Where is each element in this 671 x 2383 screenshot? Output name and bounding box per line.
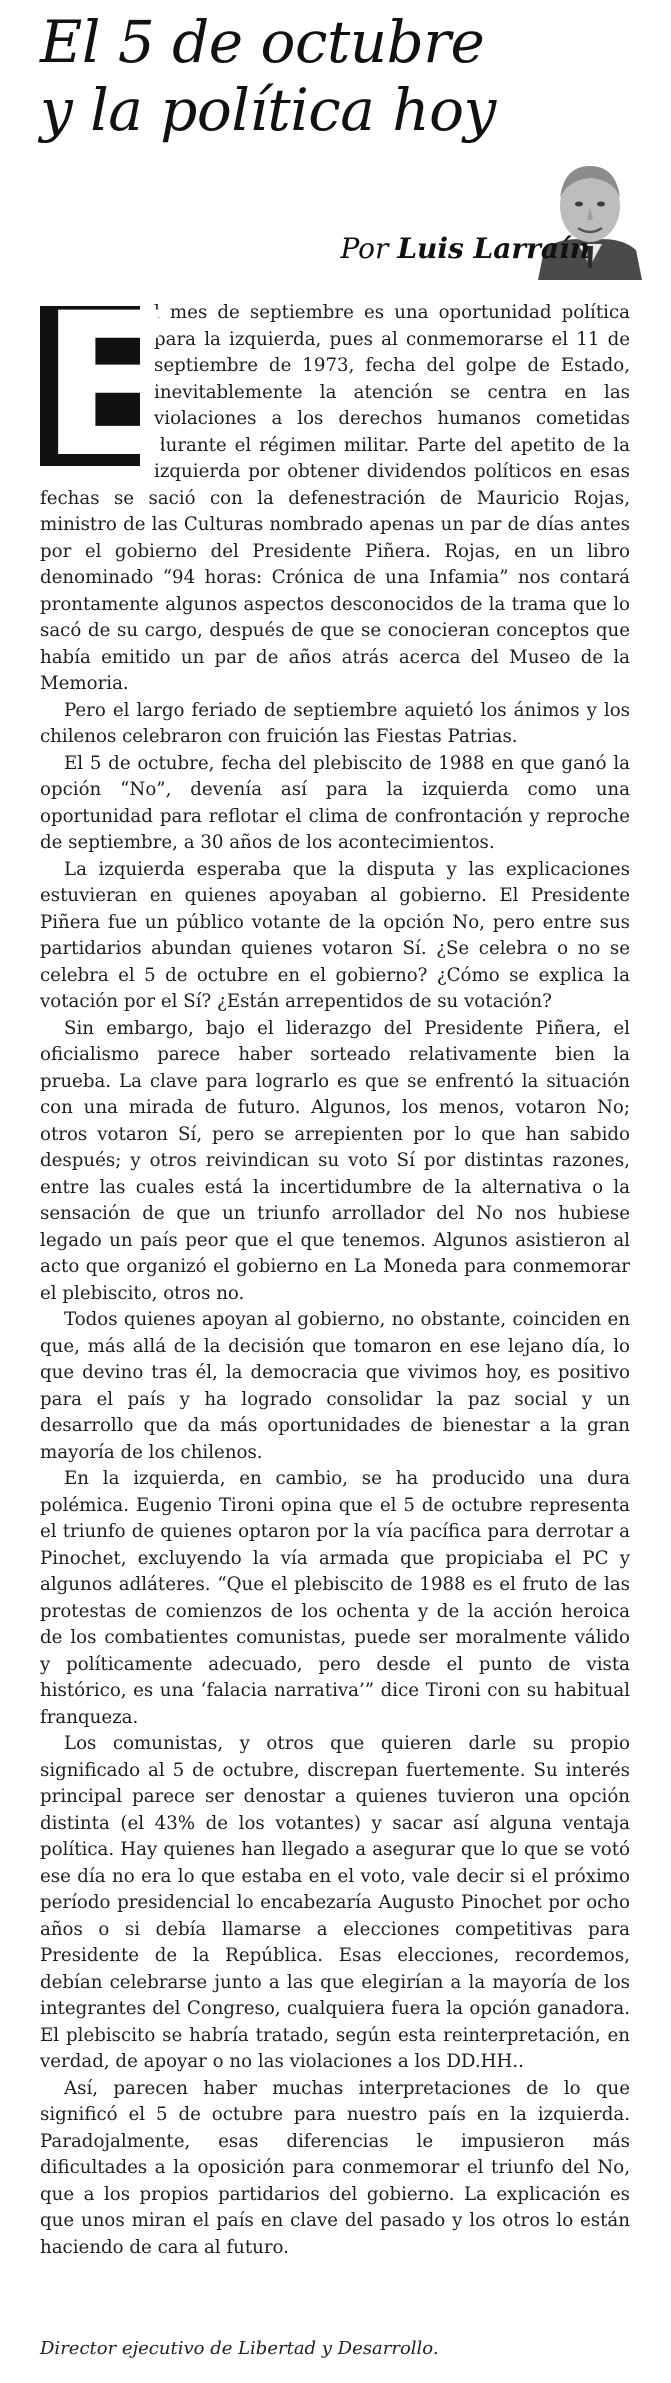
paragraph-9: Así, parecen haber muchas interpretaciones de lo que significó el 5 de octubre para nuestro país en la izquierda. Paradojalmente, esas diferencias le impusieron más dificultades a la oposición para conmemorar el triunfo del No, que a los propios partidarios del gobierno. La explicación es que unos miran el país en clave del pasado y los otros lo están haciendo de cara al futuro. — [40, 2077, 630, 2258]
paragraph-2: Pero el largo feriado de septiembre aquietó los ánimos y los chilenos celebraron con fruición las Fiestas Patrias. — [40, 699, 630, 747]
headline-line-2: y la política hoy — [40, 76, 496, 144]
paragraph-8: Los comunistas, y otros que quieren darle su propio significado al 5 de octubre, discrepan fuertemente. Su interés principal parece ser denostar a quienes tuvieron una opción distinta (el 43% de los votantes) y sacar así alguna ventaja política. Hay quienes han llegado a asegurar que lo que se votó ese día no era lo que estaba en el voto, vale decir si el próximo período presidencial lo encabezaría Augusto Pinochet por ocho años o si debía llamarse a elecciones competitivas para Presidente de la República. Esas elecciones, recordemos, debían celebrarse junto a las que elegirían a la mayoría de los integrantes del Congreso, cualquiera fuera la opción ganadora. El plebiscito se habría tratado, según esta reinterpretación, en verdad, de apoyar o no las violaciones a los DD.HH.. — [40, 1733, 630, 2072]
headline-line-1: El 5 de octubre — [40, 8, 485, 76]
headline — [40, 8, 640, 144]
author-name: Luis Larraín — [397, 232, 590, 265]
paragraph-4: La izquierda esperaba que la disputa y las explicaciones estuvieran en quienes apoyaban al gobierno. El Presidente Piñera fue un público votante de la opción No, pero entre sus partidarios abundan quienes votaron Sí. ¿Se celebra o no se celebra el 5 de octubre en el gobierno? ¿Cómo se explica la votación por el Sí? ¿Están arrepentidos de su votación? — [40, 858, 630, 1012]
paragraph-1 — [40, 270, 630, 698]
paragraph-6: Todos quienes apoyan al gobierno, no obstante, coinciden en que, más allá de la decisión que tomaron en ese lejano día, lo que devino tras él, la democracia que vivimos hoy, es positivo para el país y ha logrado consolidar la paz social y un desarrollo que da más oportunidades de bienestar a la gran mayoría de los chilenos. — [40, 1309, 630, 1463]
paragraph-7: En la izquierda, en cambio, se ha producido una dura polémica. Eugenio Tironi opina que el 5 de octubre representa el triunfo de quienes optaron por la vía pacífica para derrotar a Pinochet, excluyendo la vía armada que propiciaba el PC y algunos adláteres. “Que el plebiscito de 1988 es el fruto de las protestas de comienzos de los ochenta y de la acción heroica de los combatientes comunistas, puede ser moralmente válido y políticamente adecuado, pero desde el punto de vista histórico, es una ‘falacia narrativa’” dice Tironi con su habitual franqueza. — [40, 1468, 630, 1728]
author-signoff: Director ejecutivo de Libertad y Desarrollo. — [40, 2338, 439, 2359]
paragraph-5: Sin embargo, bajo el liderazgo del Presidente Piñera, el oficialismo parece haber sorteado relativamente bien la prueba. La clave para lograrlo es que se enfrentó la situación con una mirada de futuro. Algunos, los menos, votaron No; otros votaron Sí, pero se arrepienten por lo que han sabido después; y otros reivindican su voto Sí por distintas razones, entre las cuales está la incertidumbre de la alternativa o la sensación de que un triunfo arrollador del No nos hubiese legado un país peor que el que tenemos. Algunos asistieron al acto que organizó el gobierno en La Moneda para conmemorar el plebiscito, otros no. — [40, 1017, 630, 1304]
paragraph-3: El 5 de octubre, fecha del plebiscito de 1988 en que ganó la opción “No”, devenía así para la izquierda como una oportunidad para reflotar el clima de confrontación y reproche de septiembre, a 30 años de los acontecimientos. — [40, 752, 630, 853]
byline-prefix: Por — [340, 232, 389, 265]
drop-cap: E — [40, 270, 176, 501]
article-body — [40, 270, 630, 2261]
paragraph-text: l mes de septiembre es una oportunidad política para la izquierda, pues al conmemorarse el 11 de septiembre de 1973, fecha del golpe de Estado, inevitablemente la atención se centra en las violaciones a los derechos humanos cometidas durante el régimen militar. Parte del apetito de la izquierda por obtener dividendos políticos en esas fechas se sació con la defenestración de Mauricio Rojas, ministro de las Culturas nombrado apenas un par de días antes por el gobierno del Presidente Piñera. Rojas, en un libro denominado “94 horas: Crónica de una Infamia” nos contará prontamente algunos aspectos desconocidos de la trama que lo sacó de su cargo, después de que se conocieran conceptos que había emitido un par de años atrás acerca del Museo de la Memoria. — [40, 302, 630, 694]
